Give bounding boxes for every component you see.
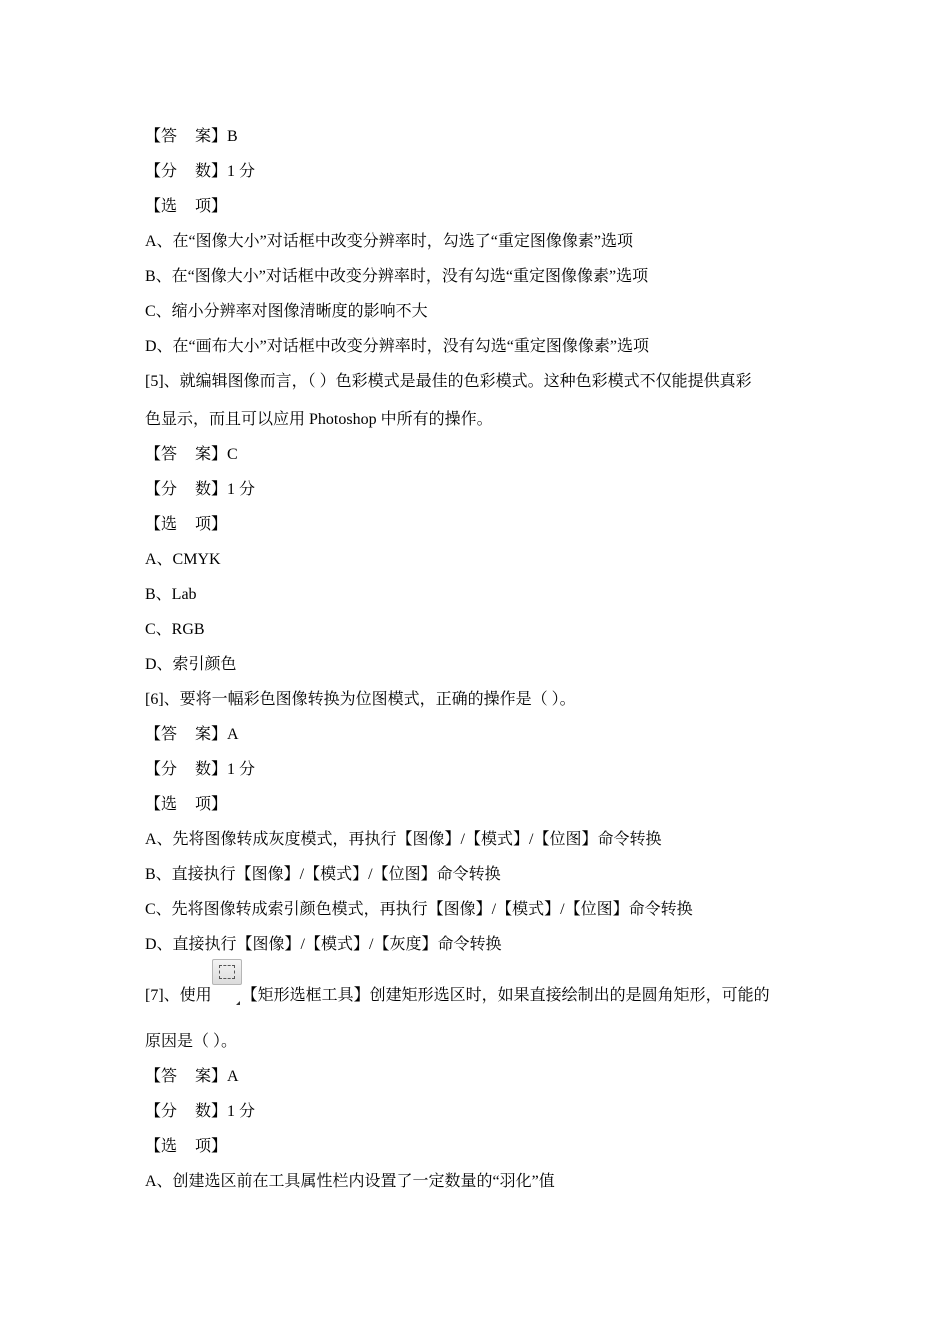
option-b: B、Lab <box>145 586 197 603</box>
label-options-end: 项】 <box>195 796 228 813</box>
label-options: 【选 <box>145 516 178 533</box>
option-b: B、在“图像大小”对话框中改变分辨率时，没有勾选“重定图像像素”选项 <box>145 268 649 285</box>
label-score-end: 数】 <box>195 481 228 498</box>
label-options: 【选 <box>145 1138 178 1155</box>
option-d: D、在“画布大小”对话框中改变分辨率时，没有勾选“重定图像像素”选项 <box>145 338 649 355</box>
label-score: 【分 <box>145 481 178 498</box>
options-header <box>145 1136 227 1158</box>
options-header <box>145 794 227 816</box>
answer-row <box>145 444 238 466</box>
question-6: [6]、要将一幅彩色图像转换为位图模式，正确的操作是（ ）。 <box>145 691 576 708</box>
label-score-end: 数】 <box>195 163 228 180</box>
option-c: C、RGB <box>145 621 205 638</box>
score-value: 1 分 <box>227 481 256 498</box>
answer-value: C <box>227 446 238 463</box>
score-value: 1 分 <box>227 761 256 778</box>
answer-value: A <box>227 1068 239 1085</box>
score-value: 1 分 <box>227 163 256 180</box>
label-answer-end: 案】 <box>195 1068 228 1085</box>
score-row <box>145 759 255 781</box>
option-a: A、先将图像转成灰度模式，再执行【图像】/【模式】/【位图】命令转换 <box>145 831 662 848</box>
answer-row <box>145 126 238 148</box>
option-b: B、直接执行【图像】/【模式】/【位图】命令转换 <box>145 866 501 883</box>
label-answer: 【答 <box>145 1068 178 1085</box>
option-c: C、缩小分辨率对图像清晰度的影响不大 <box>145 303 428 320</box>
label-score: 【分 <box>145 163 178 180</box>
answer-value: A <box>227 726 239 743</box>
options-header <box>145 514 227 536</box>
score-value: 1 分 <box>227 1103 256 1120</box>
label-options: 【选 <box>145 198 178 215</box>
option-a: A、创建选区前在工具属性栏内设置了一定数量的“羽化”值 <box>145 1173 555 1190</box>
label-answer: 【答 <box>145 726 178 743</box>
label-answer-end: 案】 <box>195 128 228 145</box>
label-answer: 【答 <box>145 128 178 145</box>
label-answer-end: 案】 <box>195 446 228 463</box>
question-7-line-1 <box>145 985 770 1007</box>
option-d: D、索引颜色 <box>145 656 237 673</box>
rectangular-marquee-tool-icon <box>212 985 242 1007</box>
label-score: 【分 <box>145 761 178 778</box>
label-options-end: 项】 <box>195 198 228 215</box>
label-options-end: 项】 <box>195 1138 228 1155</box>
option-c: C、先将图像转成索引颜色模式，再执行【图像】/【模式】/【位图】命令转换 <box>145 901 693 918</box>
label-score-end: 数】 <box>195 761 228 778</box>
label-answer-end: 案】 <box>195 726 228 743</box>
options-header <box>145 196 227 218</box>
option-d: D、直接执行【图像】/【模式】/【灰度】命令转换 <box>145 936 502 953</box>
label-score: 【分 <box>145 1103 178 1120</box>
answer-row <box>145 1066 239 1088</box>
answer-value: B <box>227 128 238 145</box>
question-7-suffix: 【矩形选框工具】创建矩形选区时，如果直接绘制出的是圆角矩形，可能的 <box>241 987 770 1004</box>
label-options-end: 项】 <box>195 516 228 533</box>
question-7-prefix: [7]、使用 <box>145 987 212 1004</box>
option-a: A、CMYK <box>145 551 221 568</box>
label-score-end: 数】 <box>195 1103 228 1120</box>
label-options: 【选 <box>145 796 178 813</box>
score-row <box>145 161 255 183</box>
question-5-line-2: 色显示，而且可以应用 Photoshop 中所有的操作。 <box>145 411 493 428</box>
score-row <box>145 479 255 501</box>
question-7-line-2: 原因是（ ）。 <box>145 1033 238 1050</box>
score-row <box>145 1101 255 1123</box>
question-5-line-1: [5]、就编辑图像而言，（ ）色彩模式是最佳的色彩模式。这种色彩模式不仅能提供真彩 <box>145 373 752 390</box>
answer-row <box>145 724 239 746</box>
option-a: A、在“图像大小”对话框中改变分辨率时，勾选了“重定图像像素”选项 <box>145 233 633 250</box>
label-answer: 【答 <box>145 446 178 463</box>
